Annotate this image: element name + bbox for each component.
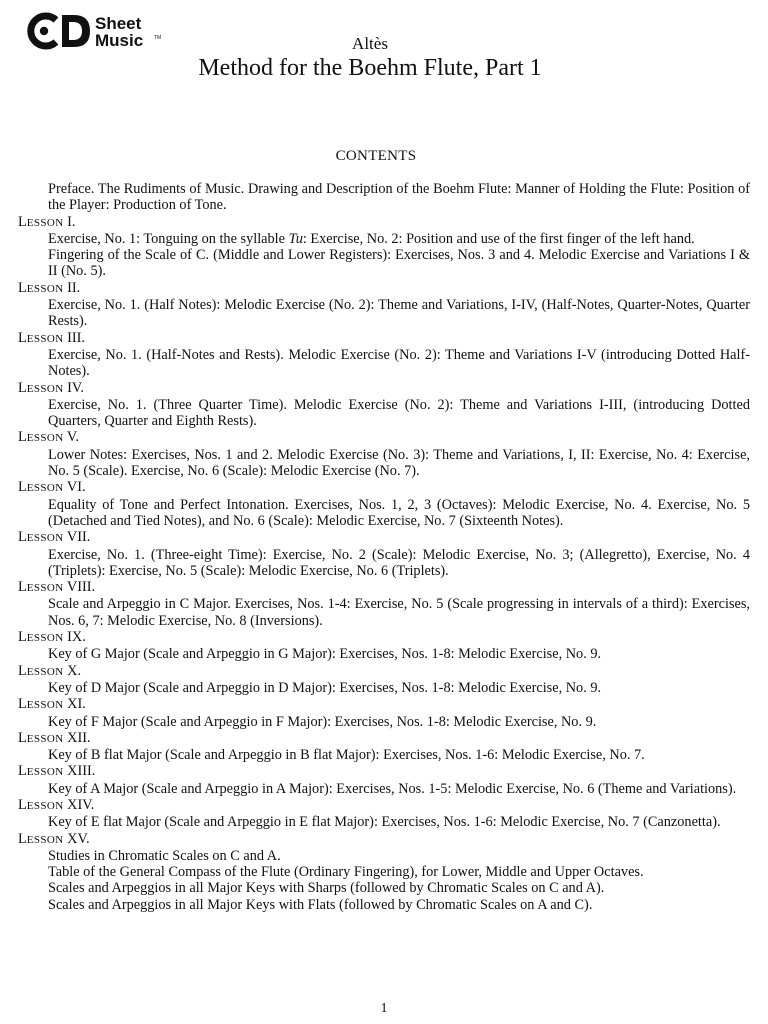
author-name: Altès [352, 34, 388, 53]
contents-heading: CONTENTS [335, 148, 417, 164]
lesson-label: LESSON VI. [18, 479, 86, 496]
lesson-entry: Exercise, No. 1. (Three Quarter Time). Melodic Exercise (No. 2): Theme and Variations I-III, (introducing Dotted Quarters, Quarter and Eighth Rests). [48, 396, 750, 430]
lesson-entry: Key of B flat Major (Scale and Arpeggio in B flat Major): Exercises, Nos. 1-6: Melodic Exercise, No. 7. [48, 747, 645, 764]
lesson-label: LESSON III. [18, 329, 86, 346]
lesson-label: LESSON XI. [18, 696, 86, 713]
lesson-label: LESSON V. [18, 429, 79, 446]
lesson-entry: Exercise, No. 1: Tonguing on the syllable Tu: Exercise, No. 2: Position and use of the first finger of the left hand. [48, 230, 695, 247]
appendix-sharps-line: Scales and Arpeggios in all Major Keys with Sharps (followed by Chromatic Scales on C and A). [48, 880, 605, 897]
lesson-entry: Key of D Major (Scale and Arpeggio in D Major): Exercises, Nos. 1-8: Melodic Exercise, No. 9. [48, 679, 602, 696]
preface-paragraph: Preface. The Rudiments of Music. Drawing and Description of the Boehm Flute: Manner of Holding the Flute: Position of the Player: Production of Tone. [48, 181, 750, 214]
lesson-label: LESSON II. [18, 279, 81, 296]
lesson-entry: Exercise, No. 1. (Three-eight Time): Exercise, No. 2 (Scale): Melodic Exercise, No. 3; (Allegretto), Exercise, No. 4 (Triplets): Exercise, No. 5 (Scale): Melodic Exercise, No. 6 (Triplets). [48, 546, 750, 579]
appendix-table-line: Table of the General Compass of the Flute (Ordinary Fingering), for Lower, Middle and Upper Octaves. [48, 864, 644, 881]
lesson-label: LESSON XIII. [18, 763, 96, 780]
document-title: Method for the Boehm Flute, Part 1 [198, 55, 542, 81]
lesson-entry: Exercise, No. 1. (Half-Notes and Rests). Melodic Exercise (No. 2): Theme and Variations I-V (introducing Dotted Half-Notes). [48, 346, 750, 380]
lesson-label: LESSON VIII. [18, 579, 96, 596]
lesson-entry: Scale and Arpeggio in C Major. Exercises, Nos. 1-4: Exercise, No. 5 (Scale progressing in intervals of a third): Exercises, Nos. 6, 7: Melodic Exercise, No. 8 (Inversions). [48, 596, 750, 629]
lesson-entry: Equality of Tone and Perfect Intonation. Exercises, Nos. 1, 2, 3 (Octaves): Melodic Exercise, No. 4. Exercise, No. 5 (Detached and Tied Notes), and No. 6 (Scale): Melodic Exercise, No. 7 (Sixteenth Notes). [48, 496, 750, 529]
tu-syllable: Tu [288, 230, 303, 247]
lesson-entry: Key of A Major (Scale and Arpeggio in A Major): Exercises, Nos. 1-5: Melodic Exercise, No. 6 (Theme and Variations). [48, 780, 737, 797]
lesson-label: LESSON XII. [18, 729, 91, 746]
lesson-entry: Studies in Chromatic Scales on C and A. [48, 847, 281, 864]
lesson-entry: Key of E flat Major (Scale and Arpeggio in E flat Major): Exercises, Nos. 1-6: Melodic Exercise, No. 7 (Canzonetta). [48, 814, 721, 831]
logo-trademark: TM [154, 35, 162, 41]
logo-text-music: Music [95, 31, 144, 50]
lesson-label: LESSON X. [18, 662, 82, 679]
lesson-label: LESSON XV. [18, 830, 90, 847]
lesson-entry: Lower Notes: Exercises, Nos. 1 and 2. Melodic Exercise (No. 3): Theme and Variations, I, II: Exercise, No. 4: Exercise, No. 5 (Scale). Exercise, No. 6 (Scale): Melodic Exercise (No. 7). [48, 446, 750, 480]
lesson-label: LESSON IX. [18, 629, 86, 646]
lessons-list [18, 214, 750, 865]
page-number: 1 [380, 1001, 388, 1016]
lesson-label: LESSON I. [18, 213, 76, 230]
lesson-label: LESSON IV. [18, 379, 84, 396]
lesson-entry: Key of G Major (Scale and Arpeggio in G Major): Exercises, Nos. 1-8: Melodic Exercise, No. 9. [48, 646, 602, 663]
lesson-entry: Fingering of the Scale of C. (Middle and Lower Registers): Exercises, Nos. 3 and 4. Melodic Exercise and Variations I & II (No. 5). [48, 247, 750, 280]
table-of-contents [18, 181, 750, 913]
lesson-entry: Exercise, No. 1. (Half Notes): Melodic Exercise (No. 2): Theme and Variations, I-IV, (Half-Notes, Quarter-Notes, Quarter Rests). [48, 297, 750, 330]
lesson-entry: Key of F Major (Scale and Arpeggio in F Major): Exercises, Nos. 1-8: Melodic Exercise, No. 9. [48, 713, 597, 730]
appendix-flats-line: Scales and Arpeggios in all Major Keys with Flats (followed by Chromatic Scales on A and C). [48, 896, 593, 913]
lesson-label: LESSON VII. [18, 529, 91, 546]
lesson-label: LESSON XIV. [18, 796, 95, 813]
logo-text-sheet: Sheet [95, 14, 142, 33]
